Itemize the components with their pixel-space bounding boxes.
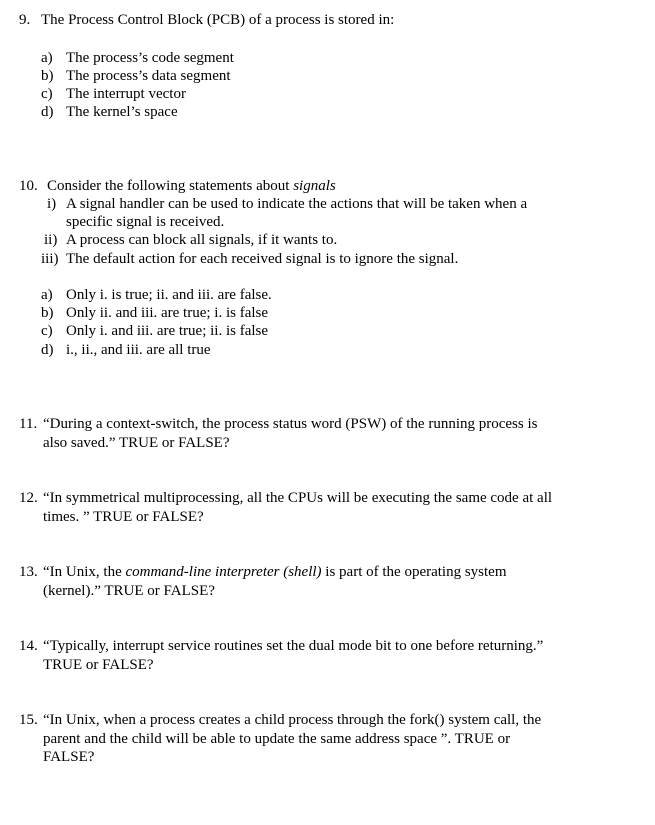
option-label: b) [41,305,54,321]
option-text: The interrupt vector [66,86,186,102]
option-label: a) [41,287,53,303]
statement-text: A signal handler can be used to indicate the actions that will be taken when a [66,196,528,212]
question-line: “In symmetrical multiprocessing, all the CPUs will be executing the same code at all [43,490,553,506]
statement-label: i) [47,196,57,212]
option-text: Only i. and iii. are true; ii. is false [66,323,269,339]
question-line [43,563,507,581]
option-text: The process’s data segment [66,68,231,84]
statement-label: ii) [44,232,58,248]
question-number: 12. [19,490,38,506]
question-line: “In Unix, when a process creates a child process through the fork() system call, the [43,712,542,728]
question-line: (kernel).” TRUE or FALSE? [43,583,215,599]
question-line: TRUE or FALSE? [43,657,154,673]
option-text: The kernel’s space [66,104,178,120]
statement-label: iii) [41,251,59,267]
stem-italic: signals [293,178,336,194]
statement-text: A process can block all signals, if it wants to. [66,232,338,248]
question-line: “Typically, interrupt service routines set the dual mode bit to one before returning.” [43,638,544,654]
question-number: 11. [19,416,38,432]
question-number: 13. [19,564,38,580]
option-text: Only ii. and iii. are true; i. is false [66,305,269,321]
question-stem [47,177,336,195]
line-italic: command-line interpreter (shell) [125,564,322,580]
statement-text: The default action for each received signal is to ignore the signal. [66,251,459,267]
option-label: d) [41,104,54,120]
option-label: a) [41,50,53,66]
question-number: 15. [19,712,38,728]
question-number: 9. [19,12,31,28]
line-prefix: “In Unix, the [43,564,126,580]
line-suffix: is part of the operating system [321,564,507,580]
stem-prefix: Consider the following statements about [47,178,294,194]
option-label: b) [41,68,54,84]
option-label: d) [41,342,54,358]
question-line: also saved.” TRUE or FALSE? [43,435,230,451]
question-line: times. ” TRUE or FALSE? [43,509,204,525]
question-line: “During a context-switch, the process status word (PSW) of the running process is [43,416,538,432]
option-text: i., ii., and iii. are all true [66,342,211,358]
statement-text-cont: specific signal is received. [66,214,225,230]
question-number: 14. [19,638,38,654]
question-number: 10. [19,178,38,194]
option-label: c) [41,86,53,102]
option-text: Only i. is true; ii. and iii. are false. [66,287,272,303]
option-label: c) [41,323,53,339]
option-text: The process’s code segment [66,50,234,66]
question-line: parent and the child will be able to update the same address space ”. TRUE or [43,731,511,747]
question-stem: The Process Control Block (PCB) of a process is stored in: [41,12,395,28]
question-line: FALSE? [43,749,95,765]
